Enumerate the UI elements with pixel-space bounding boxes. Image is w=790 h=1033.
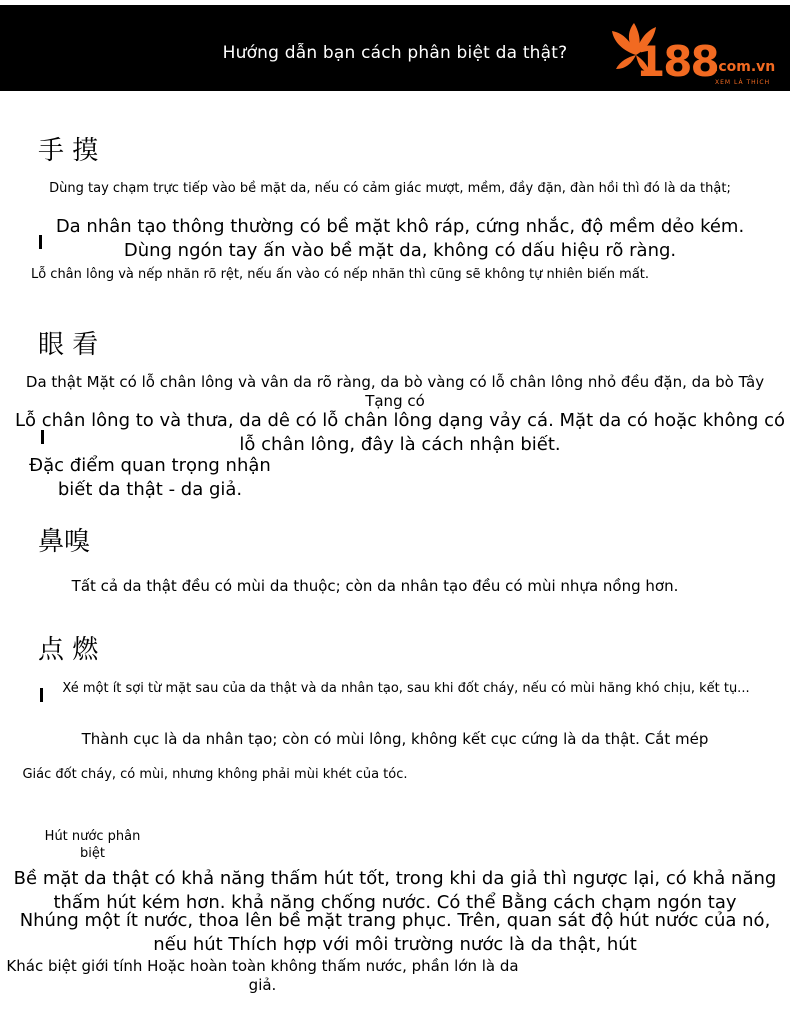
touch-paragraph-3: Lỗ chân lông và nếp nhăn rõ rệt, nếu ấn vào có nếp nhăn thì cũng sẽ không tự nhiên biến mất. <box>30 267 650 282</box>
page-title: Hướng dẫn bạn cách phân biệt da thật? <box>222 43 568 63</box>
section-heading-look: 眼 看 <box>38 330 99 360</box>
touch-paragraph-1: Dùng tay chạm trực tiếp vào bề mặt da, nếu có cảm giác mượt, mềm, đầy đặn, đàn hồi thì đó là da thật; <box>49 181 731 196</box>
water-paragraph-1: Bề mặt da thật có khả năng thấm hút tốt, trong khi da giả thì ngược lại, có khả năng thấm hút kém hơn. khả năng chống nước. Có thể Bằng cách chạm ngón tay <box>13 868 777 913</box>
section-heading-touch: 手 摸 <box>38 136 99 166</box>
smell-paragraph-1: Tất cả da thật đều có mùi da thuộc; còn da nhân tạo đều có mùi nhựa nồng hơn. <box>71 577 679 595</box>
water-paragraph-2: Nhúng một ít nước, thoa lên bề mặt trang phục. Trên, quan sát độ hút nước của nó, nếu hút Thích hợp với môi trường nước là da thật, hút <box>19 910 771 955</box>
logo-tagline: XEM LÀ THÍCH <box>715 79 771 86</box>
look-paragraph-1: Da thật Mặt có lỗ chân lông và vân da rõ ràng, da bò vàng có lỗ chân lông nhỏ đều đặn, da bò Tây Tạng có <box>25 373 765 410</box>
burn-paragraph-3: Giác đốt cháy, có mùi, nhưng không phải mùi khét của tóc. <box>22 767 408 782</box>
look-paragraph-3: Đặc điểm quan trọng nhận biết da thật - da giả. <box>29 455 271 500</box>
section-heading-water: Hút nước phân biệt <box>44 829 141 861</box>
burn-paragraph-1: Xé một ít sợi từ mặt sau của da thật và da nhân tạo, sau khi đốt cháy, nếu có mùi hăng khó chịu, kết tụ... <box>62 681 750 696</box>
bracket-mark <box>40 688 43 702</box>
section-heading-smell: 鼻嗅 <box>38 527 91 557</box>
water-paragraph-3: Khác biệt giới tính Hoặc hoàn toàn không thấm nước, phần lớn là da giả. <box>6 957 519 994</box>
section-heading-burn: 点 燃 <box>38 635 99 665</box>
header-bar <box>0 5 790 91</box>
site-logo[interactable] <box>606 17 790 89</box>
burn-paragraph-2: Thành cục là da nhân tạo; còn có mùi lông, không kết cục cứng là da thật. Cắt mép <box>81 730 709 748</box>
logo-number: 188 <box>636 37 718 86</box>
logo-domain: .com.vn <box>713 59 776 75</box>
look-paragraph-2: Lỗ chân lông to và thưa, da dê có lỗ chân lông dạng vảy cá. Mặt da có hoặc không có lỗ chân lông, đây là cách nhận biết. <box>14 410 786 455</box>
touch-paragraph-2: Da nhân tạo thông thường có bề mặt khô ráp, cứng nhắc, độ mềm dẻo kém. Dùng ngón tay ấn vào bề mặt da, không có dấu hiệu rõ ràng. <box>55 216 745 261</box>
